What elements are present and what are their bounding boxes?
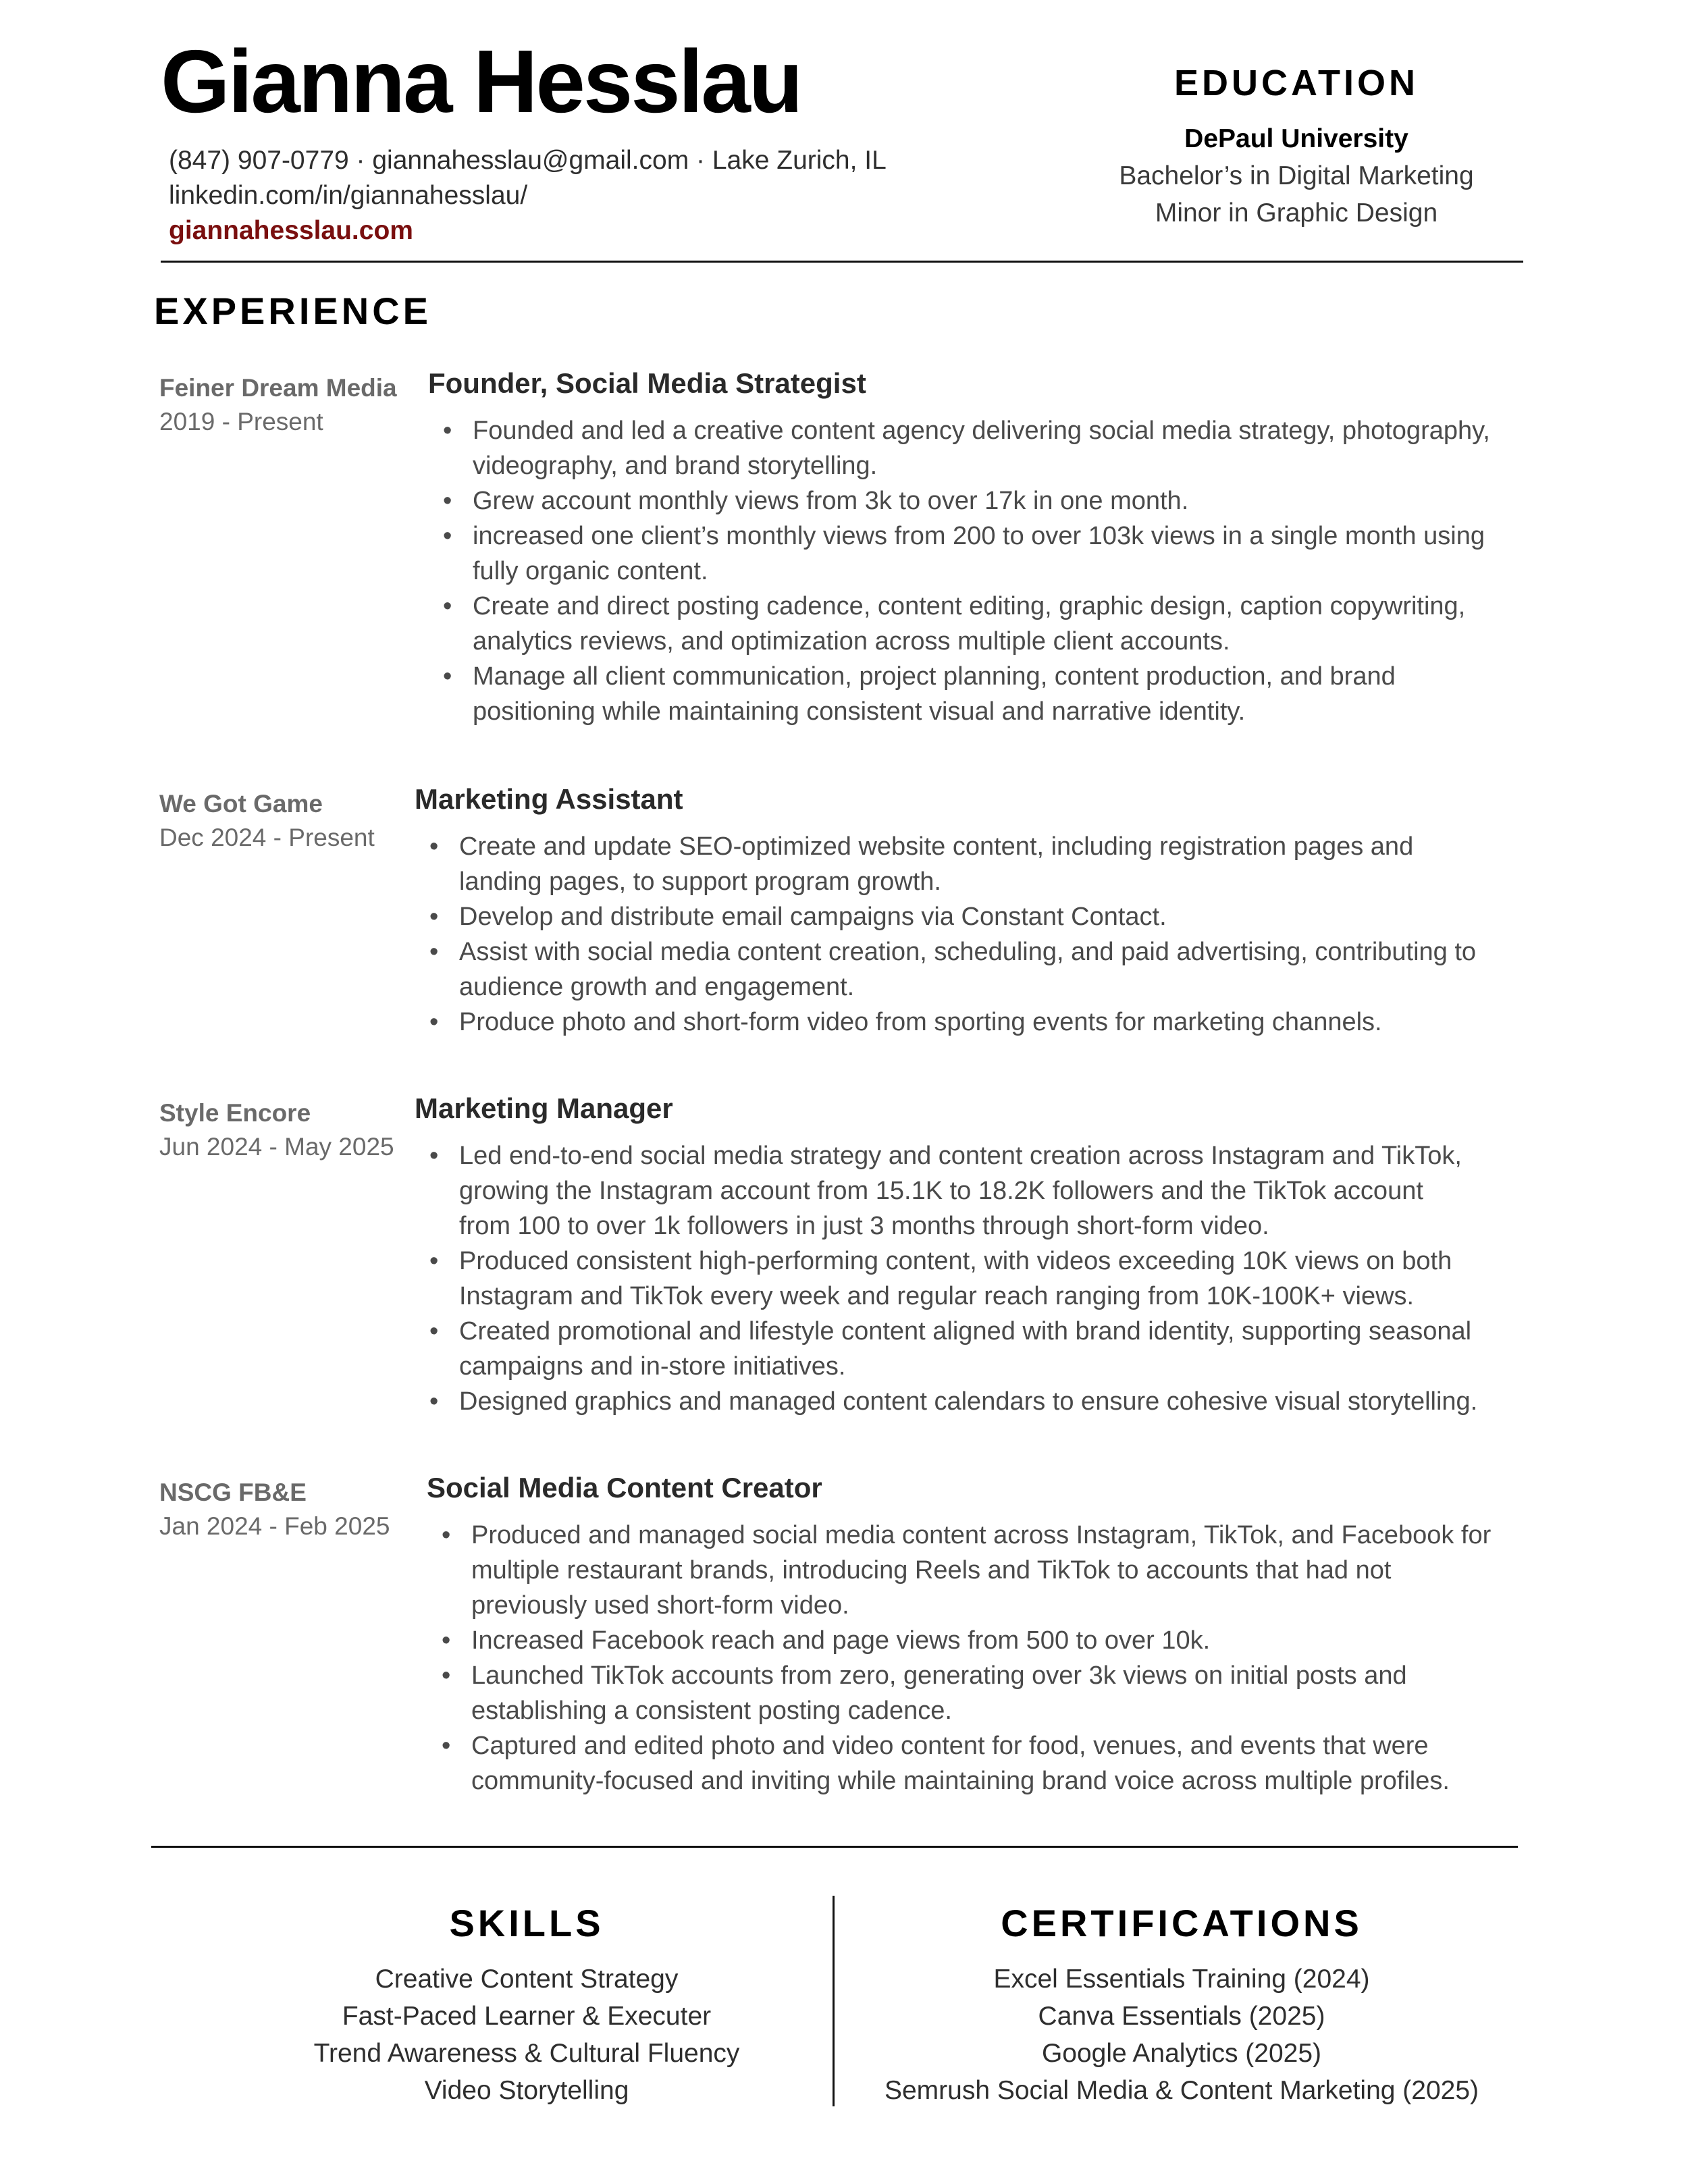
column-divider xyxy=(833,1896,835,2106)
header-divider xyxy=(161,261,1523,263)
job-dates: 2019 - Present xyxy=(159,408,323,435)
bullet-item: • Increased Facebook reach and page views from 500 to over 10k. xyxy=(439,1623,1492,1658)
degree: Bachelor’s in Digital Marketing xyxy=(1119,161,1474,190)
certifications-heading: CERTIFICATIONS xyxy=(1001,1902,1363,1944)
certifications-list xyxy=(864,1961,1499,2109)
bullet-item: • Create and update SEO-optimized website content, including registration pages and landing pages, to support program growth. xyxy=(427,829,1480,899)
experience-heading: EXPERIENCE xyxy=(154,290,431,332)
contact-line: (847) 907-0779 · giannahesslau@gmail.com · Lake Zurich, IL xyxy=(169,146,887,175)
footer-divider xyxy=(151,1846,1518,1848)
skill-item: Trend Awareness & Cultural Fluency xyxy=(313,2039,740,2068)
job-title: Founder, Social Media Strategist xyxy=(428,367,866,399)
job-bullets xyxy=(440,413,1494,729)
school-name: DePaul University xyxy=(1184,124,1408,153)
bullet-item: • Produced consistent high-performing content, with videos exceeding 10K views on both Instagram and TikTok every week and regular reach ranging from 10K-100K+ views. xyxy=(427,1244,1480,1314)
education-heading: EDUCATION xyxy=(1174,63,1419,103)
bullet-item: • Manage all client communication, project planning, content production, and brand positioning while maintaining consistent visual and narrative identity. xyxy=(440,659,1494,729)
bullet-item: • Designed graphics and managed content calendars to ensure cohesive visual storytelling. xyxy=(427,1384,1480,1419)
skills-heading: SKILLS xyxy=(449,1902,604,1944)
certifications-section xyxy=(864,1901,1499,2109)
bullet-item: • Founded and led a creative content agency delivering social media strategy, photography, videography, and brand storytelling. xyxy=(440,413,1494,483)
job-bullets xyxy=(427,1138,1480,1419)
education-section xyxy=(1053,61,1539,232)
skills-section xyxy=(257,1901,797,2109)
certification-item: Canva Essentials (2025) xyxy=(1038,2002,1325,2031)
website-link[interactable]: giannahesslau.com xyxy=(169,216,413,245)
skill-item: Fast-Paced Learner & Executer xyxy=(342,2002,712,2031)
skills-list xyxy=(257,1961,797,2109)
job-title: Marketing Assistant xyxy=(415,783,683,815)
job-bullets xyxy=(427,829,1480,1040)
bullet-item: • Create and direct posting cadence, content editing, graphic design, caption copywriting, analytics reviews, and optimization across multiple client accounts. xyxy=(440,589,1494,659)
bullet-item: • Produce photo and short-form video from sporting events for marketing channels. xyxy=(427,1005,1480,1040)
bullet-item: • Develop and distribute email campaigns via Constant Contact. xyxy=(427,899,1480,934)
bullet-item: • Produced and managed social media content across Instagram, TikTok, and Facebook for multiple restaurant brands, introducing Reels and TikTok to accounts that had not previously used short-form video. xyxy=(439,1518,1492,1623)
minor: Minor in Graphic Design xyxy=(1155,198,1438,228)
job-dates: Jun 2024 - May 2025 xyxy=(159,1133,394,1161)
certification-item: Semrush Social Media & Content Marketing (2025) xyxy=(884,2076,1479,2105)
candidate-name: Gianna Hesslau xyxy=(161,32,801,131)
bullet-item: • Created promotional and lifestyle content aligned with brand identity, supporting seasonal campaigns and in-store initiatives. xyxy=(427,1314,1480,1384)
job-dates: Dec 2024 - Present xyxy=(159,824,375,851)
company-name: Feiner Dream Media xyxy=(159,374,397,402)
job-title: Social Media Content Creator xyxy=(427,1472,822,1503)
bullet-item: • Captured and edited photo and video content for food, venues, and events that were community-focused and inviting while maintaining brand voice across multiple profiles. xyxy=(439,1728,1492,1799)
job-bullets xyxy=(439,1518,1492,1799)
linkedin-link[interactable]: linkedin.com/in/giannahesslau/ xyxy=(169,181,528,210)
skill-item: Video Storytelling xyxy=(424,2076,629,2105)
company-name: NSCG FB&E xyxy=(159,1479,307,1506)
bullet-item: • Assist with social media content creation, scheduling, and paid advertising, contributing to audience growth and engagement. xyxy=(427,934,1480,1005)
company-name: We Got Game xyxy=(159,790,323,818)
job-dates: Jan 2024 - Feb 2025 xyxy=(159,1512,390,1540)
skill-item: Creative Content Strategy xyxy=(375,1965,679,1994)
bullet-item: • Grew account monthly views from 3k to over 17k in one month. xyxy=(440,483,1494,518)
bullet-item: • increased one client’s monthly views from 200 to over 103k views in a single month using fully organic content. xyxy=(440,518,1494,589)
contact-block xyxy=(169,143,887,248)
bullet-item: • Launched TikTok accounts from zero, generating over 3k views on initial posts and establishing a consistent posting cadence. xyxy=(439,1658,1492,1728)
job-title: Marketing Manager xyxy=(415,1092,673,1124)
company-name: Style Encore xyxy=(159,1099,311,1127)
certification-item: Excel Essentials Training (2024) xyxy=(993,1965,1370,1994)
certification-item: Google Analytics (2025) xyxy=(1041,2039,1322,2068)
bullet-item: • Led end-to-end social media strategy and content creation across Instagram and TikTok, growing the Instagram account from 15.1K to 18.2K followers and the TikTok account from 100 to over 1k followers in just 3 months through short-form video. xyxy=(427,1138,1480,1244)
